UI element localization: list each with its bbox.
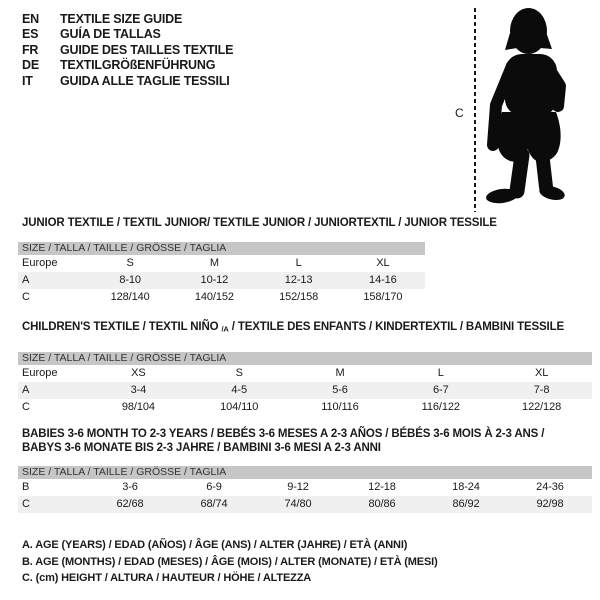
table-title-segment: JUNIOR TEXTILE / TEXTIL JUNIOR/ TEXTILE JUNIOR / JUNIORTEXTIL / JUNIOR TESSILE <box>22 217 497 229</box>
table-cell: 4-5 <box>231 384 247 396</box>
table-title-line <box>22 321 592 336</box>
row-label: Europe <box>22 256 58 269</box>
table-cell: 128/140 <box>110 290 150 303</box>
size-header-bar: SIZE / TALLA / TAILLE / GRÖSSE / TAGLIA <box>18 352 592 365</box>
table-row <box>18 272 425 289</box>
height-measure-label: C <box>455 106 464 120</box>
table-cell: L <box>295 256 302 269</box>
table-cell: 122/128 <box>522 401 562 413</box>
table-cell: XL <box>534 367 549 379</box>
language-row <box>22 11 233 27</box>
table-cell: 74/80 <box>284 498 312 510</box>
footnote: A. AGE (YEARS) / EDAD (AÑOS) / ÂGE (ANS) / ALTER (JAHRE) / ETÀ (ANNI) <box>22 539 408 551</box>
table-cell: 12-18 <box>368 481 396 493</box>
footnotes <box>22 537 438 587</box>
table-cell: XS <box>131 367 146 379</box>
table-cell: 3-4 <box>130 384 147 396</box>
table-cell: XL <box>376 256 390 269</box>
table-row <box>18 365 592 382</box>
table-row <box>18 255 425 272</box>
table-cell: 7-8 <box>533 384 550 396</box>
language-title: TEXTILGRÖßENFÜHRUNG <box>60 58 216 73</box>
table-cell: 86/92 <box>452 498 480 510</box>
size-table <box>18 242 425 306</box>
table-cell: 80/86 <box>368 498 396 510</box>
table-row <box>18 399 592 416</box>
table-cell: 24-36 <box>536 481 564 493</box>
size-header-bar: SIZE / TALLA / TAILLE / GRÖSSE / TAGLIA <box>18 466 592 479</box>
table-row <box>18 382 592 399</box>
language-row <box>22 42 233 58</box>
table-cell: S <box>235 367 243 379</box>
table-rows <box>18 479 592 513</box>
size-table-section-children <box>18 321 592 416</box>
table-cell: M <box>335 367 345 379</box>
table-cell: 8-10 <box>119 273 141 286</box>
table-title <box>18 217 497 231</box>
footnote: B. AGE (MONTHS) / EDAD (MESES) / ÂGE (MOIS) / ALTER (MONATE) / ETÀ (MESI) <box>22 555 438 568</box>
size-table-section-babies <box>18 428 592 513</box>
row-label: C <box>22 401 30 413</box>
row-label: Europe <box>22 367 58 379</box>
row-label: A <box>22 273 30 286</box>
table-cell: 18-24 <box>452 481 480 493</box>
table-row <box>18 289 425 306</box>
table-title-segment: /A <box>221 324 229 334</box>
language-row <box>22 27 233 43</box>
table-title-line <box>22 217 497 231</box>
size-table-section-junior <box>18 217 497 306</box>
table-cell: 5-6 <box>332 384 348 396</box>
row-label: A <box>22 384 30 396</box>
table-cell: 9-12 <box>287 481 309 493</box>
table-rows <box>18 255 425 306</box>
table-title-segment: CHILDREN'S TEXTILE / TEXTIL NIÑO <box>22 321 219 333</box>
size-table <box>18 466 592 513</box>
language-code: ES <box>22 27 39 42</box>
language-code: FR <box>22 42 39 57</box>
size-table <box>18 352 592 416</box>
table-cell: 62/68 <box>116 498 144 510</box>
language-code: DE <box>22 58 39 73</box>
table-cell: 116/122 <box>421 401 460 413</box>
row-label: C <box>22 498 30 510</box>
table-cell: 92/98 <box>536 498 564 510</box>
table-cell: 98/104 <box>121 401 155 413</box>
table-cell: 3-6 <box>122 481 138 493</box>
language-row <box>22 58 233 74</box>
table-cell: 68/74 <box>200 498 228 510</box>
table-cell: L <box>437 367 444 379</box>
table-title-line <box>22 428 592 442</box>
language-code: IT <box>22 73 33 88</box>
language-title: TEXTILE SIZE GUIDE <box>60 11 183 26</box>
table-cell: 140/152 <box>194 290 234 303</box>
baby-silhouette-icon <box>480 0 600 220</box>
footnote: C. (cm) HEIGHT / ALTURA / HAUTEUR / HÖHE / ALTEZZA <box>22 572 312 584</box>
table-row <box>18 496 592 513</box>
language-row <box>22 73 233 89</box>
table-rows <box>18 365 592 416</box>
language-title-list <box>22 11 233 89</box>
table-cell: 6-9 <box>206 481 222 493</box>
table-cell: 6-7 <box>432 384 449 396</box>
table-cell: 110/116 <box>321 401 359 413</box>
size-header-bar: SIZE / TALLA / TAILLE / GRÖSSE / TAGLIA <box>18 242 425 255</box>
table-cell: 12-13 <box>284 273 313 286</box>
table-title <box>18 428 592 455</box>
row-label: C <box>22 290 30 303</box>
table-title-segment: / TEXTILE DES ENFANTS / KINDERTEXTIL / BAMBINI TESSILE <box>231 321 564 333</box>
table-cell: 14-16 <box>369 273 397 286</box>
table-cell: S <box>126 256 134 269</box>
language-title: GUIDA ALLE TAGLIE TESSILI <box>60 73 230 88</box>
table-cell: 158/170 <box>363 290 403 303</box>
language-title: GUIDE DES TAILLES TEXTILE <box>60 42 234 57</box>
height-measure-dashed-line <box>474 8 476 212</box>
table-title-line <box>22 442 592 456</box>
table-title-segment: BABYS 3-6 MONATE BIS 2-3 JAHRE / BAMBINI 3-6 MESI A 2-3 ANNI <box>22 441 381 454</box>
language-code: EN <box>22 11 39 26</box>
table-cell: M <box>209 256 219 269</box>
table-row <box>18 479 592 496</box>
table-title-segment: BABIES 3-6 MONTH TO 2-3 YEARS / BEBÉS 3-6 MESES A 2-3 AÑOS / BÉBÉS 3-6 MOIS À 2-3 ANS / <box>22 428 545 440</box>
table-cell: 10-12 <box>200 273 229 286</box>
row-label: B <box>22 481 30 493</box>
table-cell: 152/158 <box>279 290 319 303</box>
table-cell: 104/110 <box>220 401 259 413</box>
language-title: GUÍA DE TALLAS <box>60 27 161 42</box>
table-title <box>18 321 592 336</box>
